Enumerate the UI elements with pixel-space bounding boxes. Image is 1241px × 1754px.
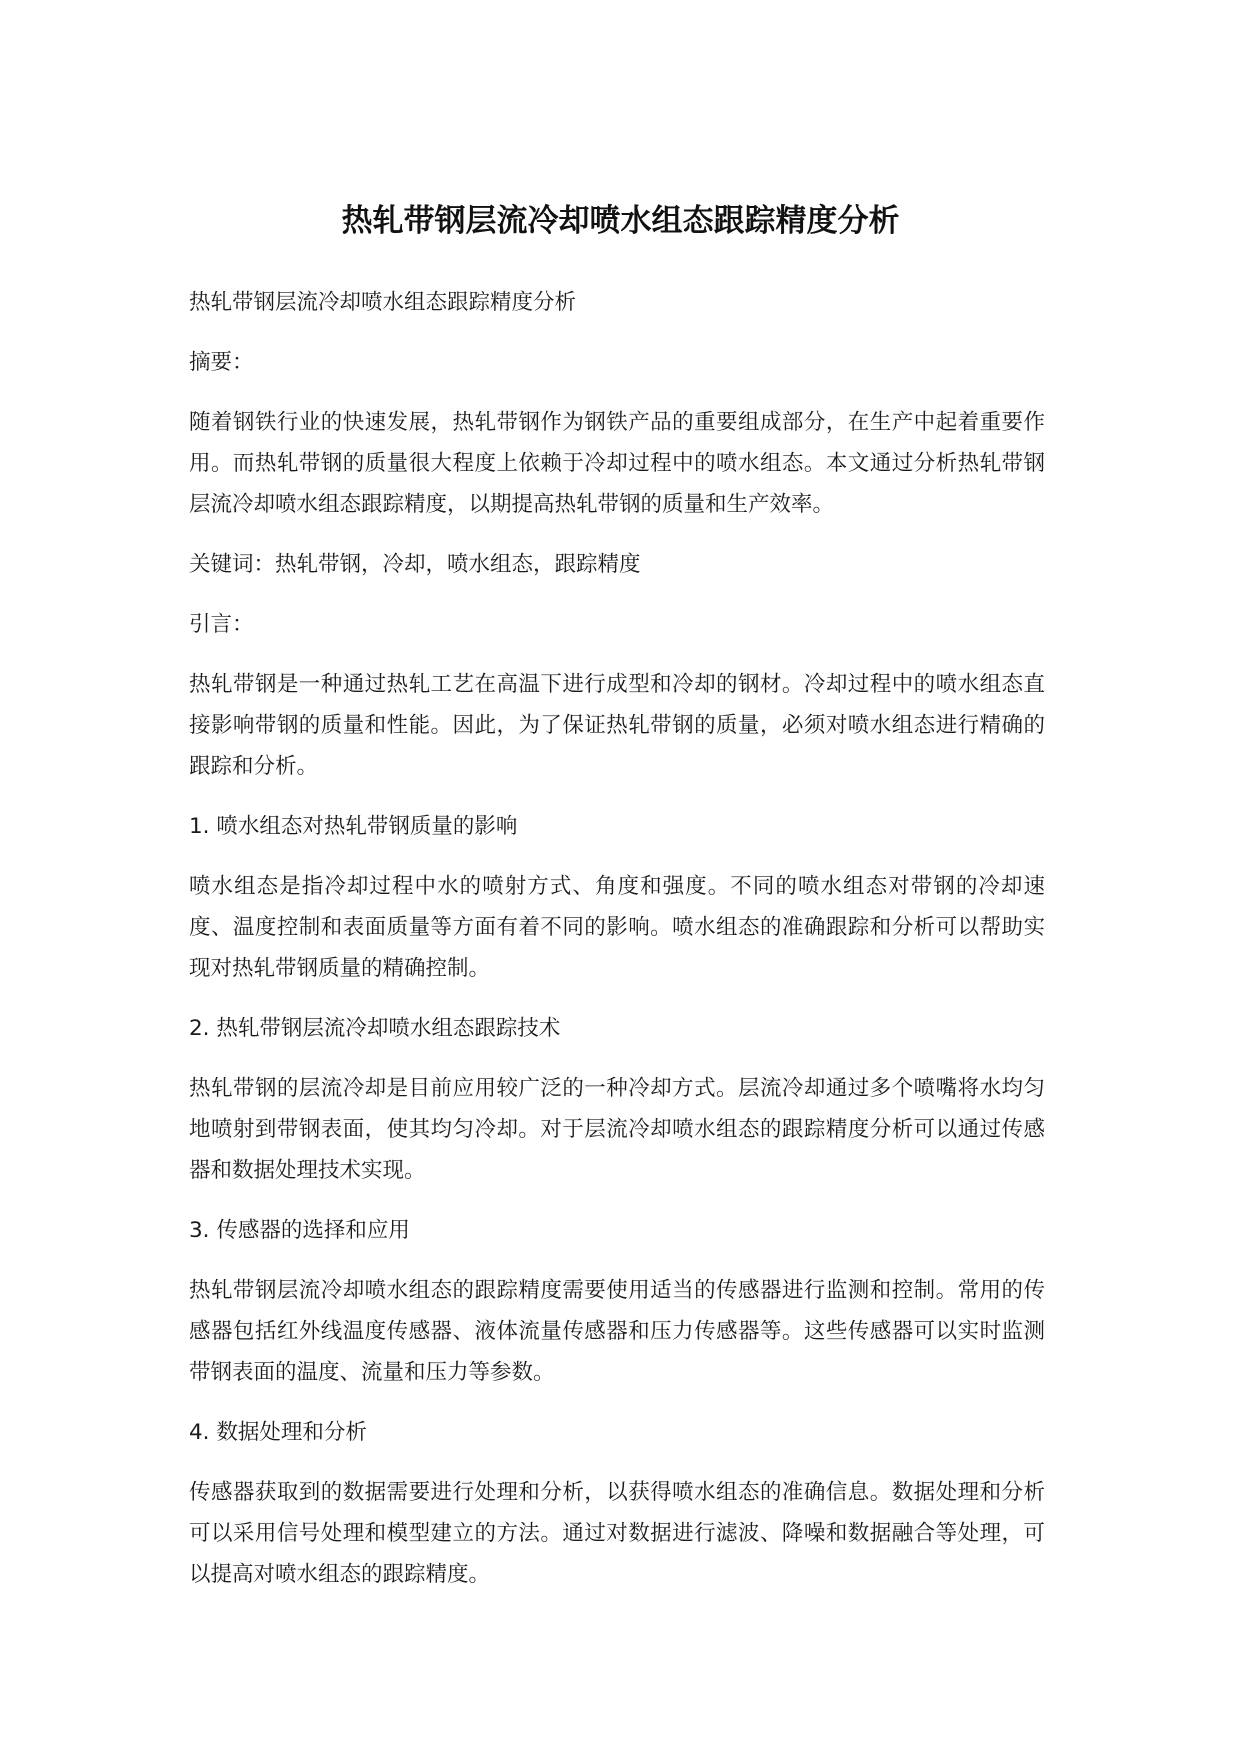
- introduction-paragraph: 热轧带钢是一种通过热轧工艺在高温下进行成型和冷却的钢材。冷却过程中的喷水组态直接影响带钢的质量和性能。因此，为了保证热轧带钢的质量，必须对喷水组态进行精确的跟踪和分析。: [189, 672, 1045, 779]
- section-1-heading: 1. 喷水组态对热轧带钢质量的影响: [189, 814, 518, 839]
- section-3-heading: 3. 传感器的选择和应用: [189, 1218, 410, 1243]
- section-4-paragraph: 传感器获取到的数据需要进行处理和分析，以获得喷水组态的准确信息。数据处理和分析可以采用信号处理和模型建立的方法。通过对数据进行滤波、降噪和数据融合等处理，可以提高对喷水组态的跟踪精度。: [189, 1480, 1045, 1587]
- abstract-heading: 摘要：: [189, 350, 254, 375]
- section-2-heading: 2. 热轧带钢层流冷却喷水组态跟踪技术: [189, 1016, 561, 1041]
- section-4-heading: 4. 数据处理和分析: [189, 1420, 367, 1445]
- keywords-line: 关键词：热轧带钢，冷却，喷水组态，跟踪精度: [189, 552, 641, 577]
- section-3-paragraph: 热轧带钢层流冷却喷水组态的跟踪精度需要使用适当的传感器进行监测和控制。常用的传感器包括红外线温度传感器、液体流量传感器和压力传感器等。这些传感器可以实时监测带钢表面的温度、流量和压力等参数。: [189, 1278, 1045, 1385]
- abstract-paragraph: 随着钢铁行业的快速发展，热轧带钢作为钢铁产品的重要组成部分，在生产中起着重要作用。而热轧带钢的质量很大程度上依赖于冷却过程中的喷水组态。本文通过分析热轧带钢层流冷却喷水组态跟踪精度，以期提高热轧带钢的质量和生产效率。: [189, 410, 1045, 517]
- document-title: 热轧带钢层流冷却喷水组态跟踪精度分析: [341, 202, 900, 239]
- document-body: [189, 282, 1045, 1614]
- subtitle-line: 热轧带钢层流冷却喷水组态跟踪精度分析: [189, 290, 577, 315]
- section-2-paragraph: 热轧带钢的层流冷却是目前应用较广泛的一种冷却方式。层流冷却通过多个喷嘴将水均匀地喷射到带钢表面，使其均匀冷却。对于层流冷却喷水组态的跟踪精度分析可以通过传感器和数据处理技术实现。: [189, 1076, 1045, 1183]
- section-1-paragraph: 喷水组态是指冷却过程中水的喷射方式、角度和强度。不同的喷水组态对带钢的冷却速度、温度控制和表面质量等方面有着不同的影响。喷水组态的准确跟踪和分析可以帮助实现对热轧带钢质量的精确控制。: [189, 874, 1045, 981]
- introduction-heading: 引言：: [189, 612, 254, 637]
